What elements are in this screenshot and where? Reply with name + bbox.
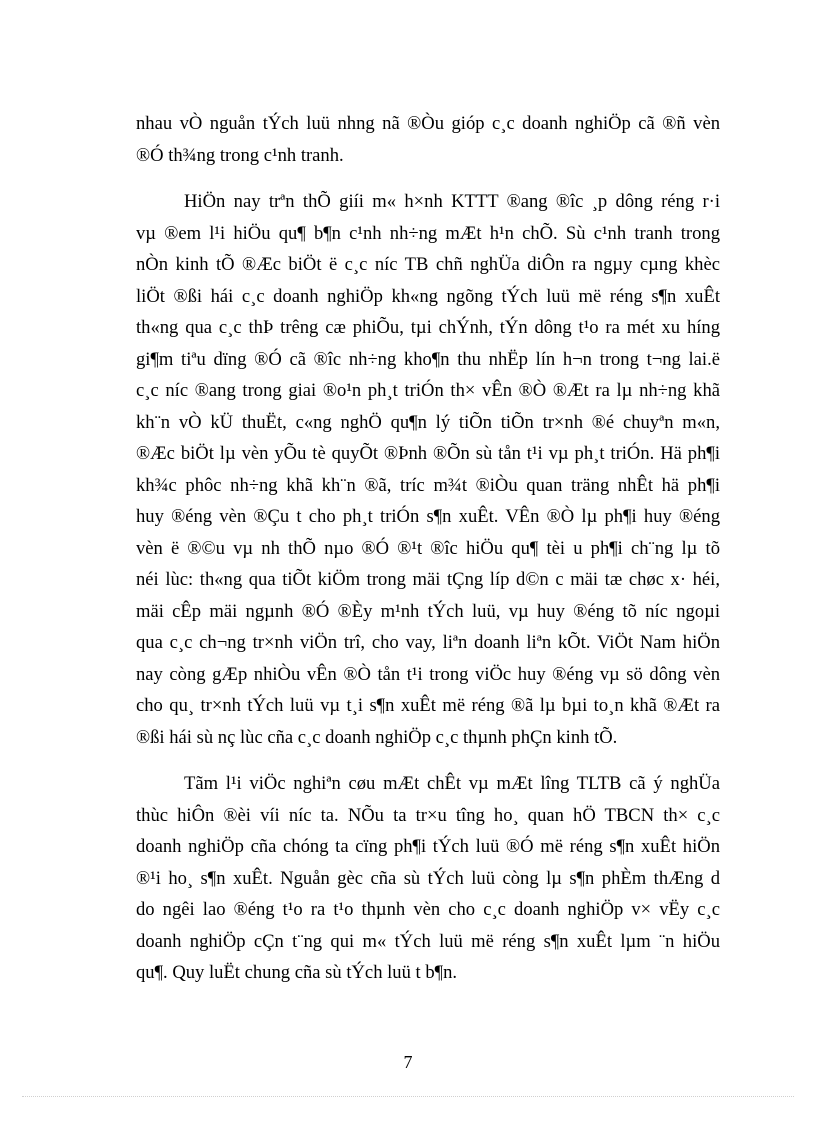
text-line: néi lùc: th«ng qua tiÕt kiÖm trong mäi tÇng líp d©n c mäi tæ chøc x· héi, <box>136 569 720 590</box>
text-line: Tãm l¹i viÖc nghiªn cøu mÆt chÊt vµ mÆt lîng TLTB cã ý nghÜa <box>184 773 720 794</box>
text-line: th«ng qua c¸c thÞ trêng cæ phiÕu, tµi chÝnh, tÝn dông t¹o ra mét xu híng <box>136 317 720 338</box>
page-bottom-divider <box>22 1096 794 1097</box>
text-line: cho qu¸ tr×nh tÝch luü vµ t¸i s¶n xuÊt më réng ®ã lµ bµi to¸n khã ®Æt ra <box>136 695 720 716</box>
text-line: do ngêi lao ®éng t¹o ra t¹o thµnh vèn cho c¸c doanh nghiÖp v× vËy c¸c <box>136 899 720 920</box>
page-number: 7 <box>403 1052 413 1072</box>
text-line: nay còng gÆp nhiÒu vÊn ®Ò tån t¹i trong viÖc huy ®éng vµ sö dông vèn <box>136 663 720 685</box>
text-line: qua c¸c ch¬ng tr×nh viÖn trî, cho vay, liªn doanh liªn kÕt. ViÖt Nam hiÖn <box>136 632 720 653</box>
text-line: liÖt ®ßi hái c¸c doanh nghiÖp kh«ng ngõng tÝch luü më réng s¶n xuÊt <box>136 285 720 307</box>
document-page <box>136 108 720 989</box>
text-line: HiÖn nay trªn thÕ giíi m« h×nh KTTT ®ang ®îc ¸p dông réng r·i <box>184 191 720 212</box>
text-line: nÒn kinh tÕ ®Æc biÖt ë c¸c níc TB chñ nghÜa diÔn ra ngµy cµng khèc <box>136 254 720 275</box>
paragraph-1 <box>136 108 720 171</box>
text-line: ®Æc biÖt lµ vèn yÕu tè quyÕt ®Þnh ®Õn sù tån t¹i vµ ph¸t triÓn. Hä ph¶i <box>136 443 720 464</box>
text-line: kh¨n vÒ kÜ thuËt, c«ng nghÖ qu¶n lý tiÕn tiÕn tr×nh ®é chuyªn m«n, <box>136 411 720 433</box>
text-line: doanh nghiÖp cña chóng ta cïng ph¶i tÝch luü ®Ó më réng s¶n xuÊt hiÖn <box>136 836 720 857</box>
text-line: qu¶. Quy luËt chung cña sù tÝch luü t b¶n. <box>136 962 458 983</box>
text-line: mäi cÊp mäi ngµnh ®Ó ®Èy m¹nh tÝch luü, vµ huy ®éng tõ níc ngoµi <box>136 600 720 622</box>
paragraph-3 <box>136 768 720 989</box>
paragraph-gap <box>136 753 720 768</box>
text-line: gi¶m tiªu dïng ®Ó cã ®îc nh÷ng kho¶n thu nhËp lín h¬n trong t¬ng lai.ë <box>136 348 720 370</box>
text-line: vèn ë ®©u vµ nh thÕ nµo ®Ó ®¹t ®îc hiÖu qu¶ tèi u ph¶i ch¨ng lµ tõ <box>136 537 720 559</box>
text-line: vµ ®em l¹i hiÖu qu¶ b¶n c¹nh nh÷ng mÆt h¹n chÕ. Sù c¹nh tranh trong <box>136 222 720 244</box>
text-line: ®ßi hái sù nç lùc cña c¸c doanh nghiÖp c¸c thµnh phÇn kinh tÕ. <box>136 726 618 748</box>
text-line: c¸c níc ®ang trong giai ®o¹n ph¸t triÓn th× vÊn ®Ò ®Æt ra lµ nh÷ng khã <box>136 380 720 401</box>
text-line: ®Ó th¾ng trong c¹nh tranh. <box>136 144 344 166</box>
text-line: thùc hiÔn ®èi víi níc ta. NÕu ta tr×u tîng ho¸ quan hÖ TBCN th× c¸c <box>136 804 720 826</box>
text-line: doanh nghiÖp cÇn t¨ng qui m« tÝch luü më réng s¶n xuÊt lµm ¨n hiÖu <box>136 930 720 952</box>
paragraph-2 <box>136 186 720 753</box>
paragraph-gap <box>136 171 720 186</box>
text-line: huy ®éng vèn ®Çu t cho ph¸t triÓn s¶n xuÊt. VÊn ®Ò lµ ph¶i huy ®éng <box>136 506 720 527</box>
text-line: nhau vÒ nguån tÝch luü nhng nã ®Òu gióp c¸c doanh nghiÖp cã ®ñ vèn <box>136 113 720 134</box>
text-line: ®¹i ho¸ s¶n xuÊt. Nguån gèc cña sù tÝch luü còng lµ s¶n phÈm thÆng d <box>136 867 720 889</box>
text-line: kh¾c phôc nh÷ng khã kh¨n ®ã, tríc m¾t ®iÒu quan träng nhÊt hä ph¶i <box>136 474 720 496</box>
